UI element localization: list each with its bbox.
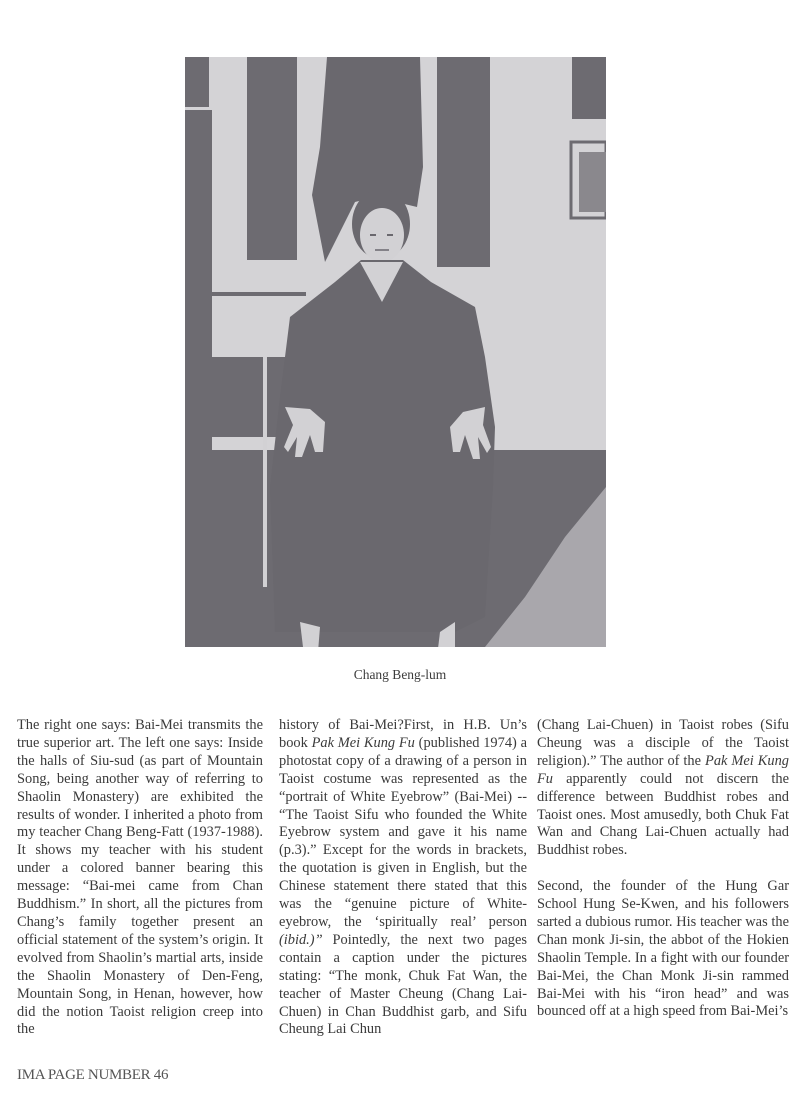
text-column-3 [537, 717, 789, 1021]
page-footer: IMA PAGE NUMBER 46 [17, 1067, 169, 1083]
paragraph [279, 717, 527, 1039]
citation: (ibid.)” [279, 931, 323, 948]
scroll-left-edge [185, 57, 209, 107]
text: (published 1974) a photostat copy of a drawing of a person in Taoist costume was represented as the “portrait of White Eyebrow” (Bai-Mei) -- “The Taoist Sifu who founded the White Eyebrow system and gave it his name (p.3).” Except for the words in brackets, the quotation is given in English, but the Chinese statement there stated that this was the “genuine picture of White-eyebrow, the ‘spiritually real’ person [279, 734, 527, 930]
photo-caption: Chang Beng-lum [353, 667, 447, 682]
text: apparently could not discern the difference between Buddhist robes and Taoist ones. Most amusedly, both Chuk Fat Wan and Chang Lai-Chuen actually had Buddhist robes. [537, 770, 789, 859]
frame-right-picture [579, 152, 606, 212]
book-title: Pak Mei Kung Fu [311, 734, 415, 751]
text: (Chang Lai-Chuen) in Taoist robes (Sifu Cheung was a disciple of the Taoist religion).” The author of the [537, 717, 789, 769]
paragraph: Second, the founder of the Hung Gar School Hung Se-Kwen, and his followers sarted a dubious rumor. His teacher was the Chan monk Ji-sin, the abbot of the Hokien Shaolin Temple. In a fight with our founder Bai-Mei, the Chan Monk Ji-sin rammed Bai-Mei with his “iron head” and was bounced off at a high speed from Bai-Mei’s [537, 878, 789, 1020]
frame-top-right [572, 57, 606, 119]
person-face [360, 208, 404, 262]
text: history of Bai-Mei?First, in H.B. Un’s book [279, 717, 527, 751]
paragraph [537, 717, 789, 860]
scroll-left [247, 57, 297, 260]
text: Pointedly, the next two pages contain a caption under the pictures stating: “The monk, Chuk Fat Wan, the teacher of Master Cheung (Chang Lai-Chuen) in Chan Buddhist garb, and Sifu Cheung Lai Chun [279, 931, 527, 1038]
chair-rail [206, 292, 306, 296]
book-title: Pak Mei Kung Fu [537, 752, 789, 787]
text-column-1 [17, 717, 263, 1039]
chair-arm-left [263, 357, 267, 587]
photo-chang-beng-lum [185, 57, 606, 647]
photo-illustration [185, 57, 606, 647]
scroll-right [437, 57, 490, 267]
text-column-2 [279, 717, 527, 1039]
paragraph: The right one says: Bai-Mei transmits the true superior art. The left one says: Inside the halls of Siu-sud (as part of Mountain Song, being another way of referring to Shaolin Monastery) are exhibited the results of wonder. I inherited a photo from my teacher Chang Beng-Fatt (1937-1988). It shows my teacher with his student under a colored banner bearing this message: “Bai-mei came from Chan Buddhism.” In short, all the pictures from Chang’s family together present an official statement of the system’s origin. It evolved from Shaolin’s martial arts, inside the Shaolin Monastery of Den-Feng, Mountain Song, in Henan, however, how did the notion Taoist religion creep into the [17, 717, 263, 1038]
